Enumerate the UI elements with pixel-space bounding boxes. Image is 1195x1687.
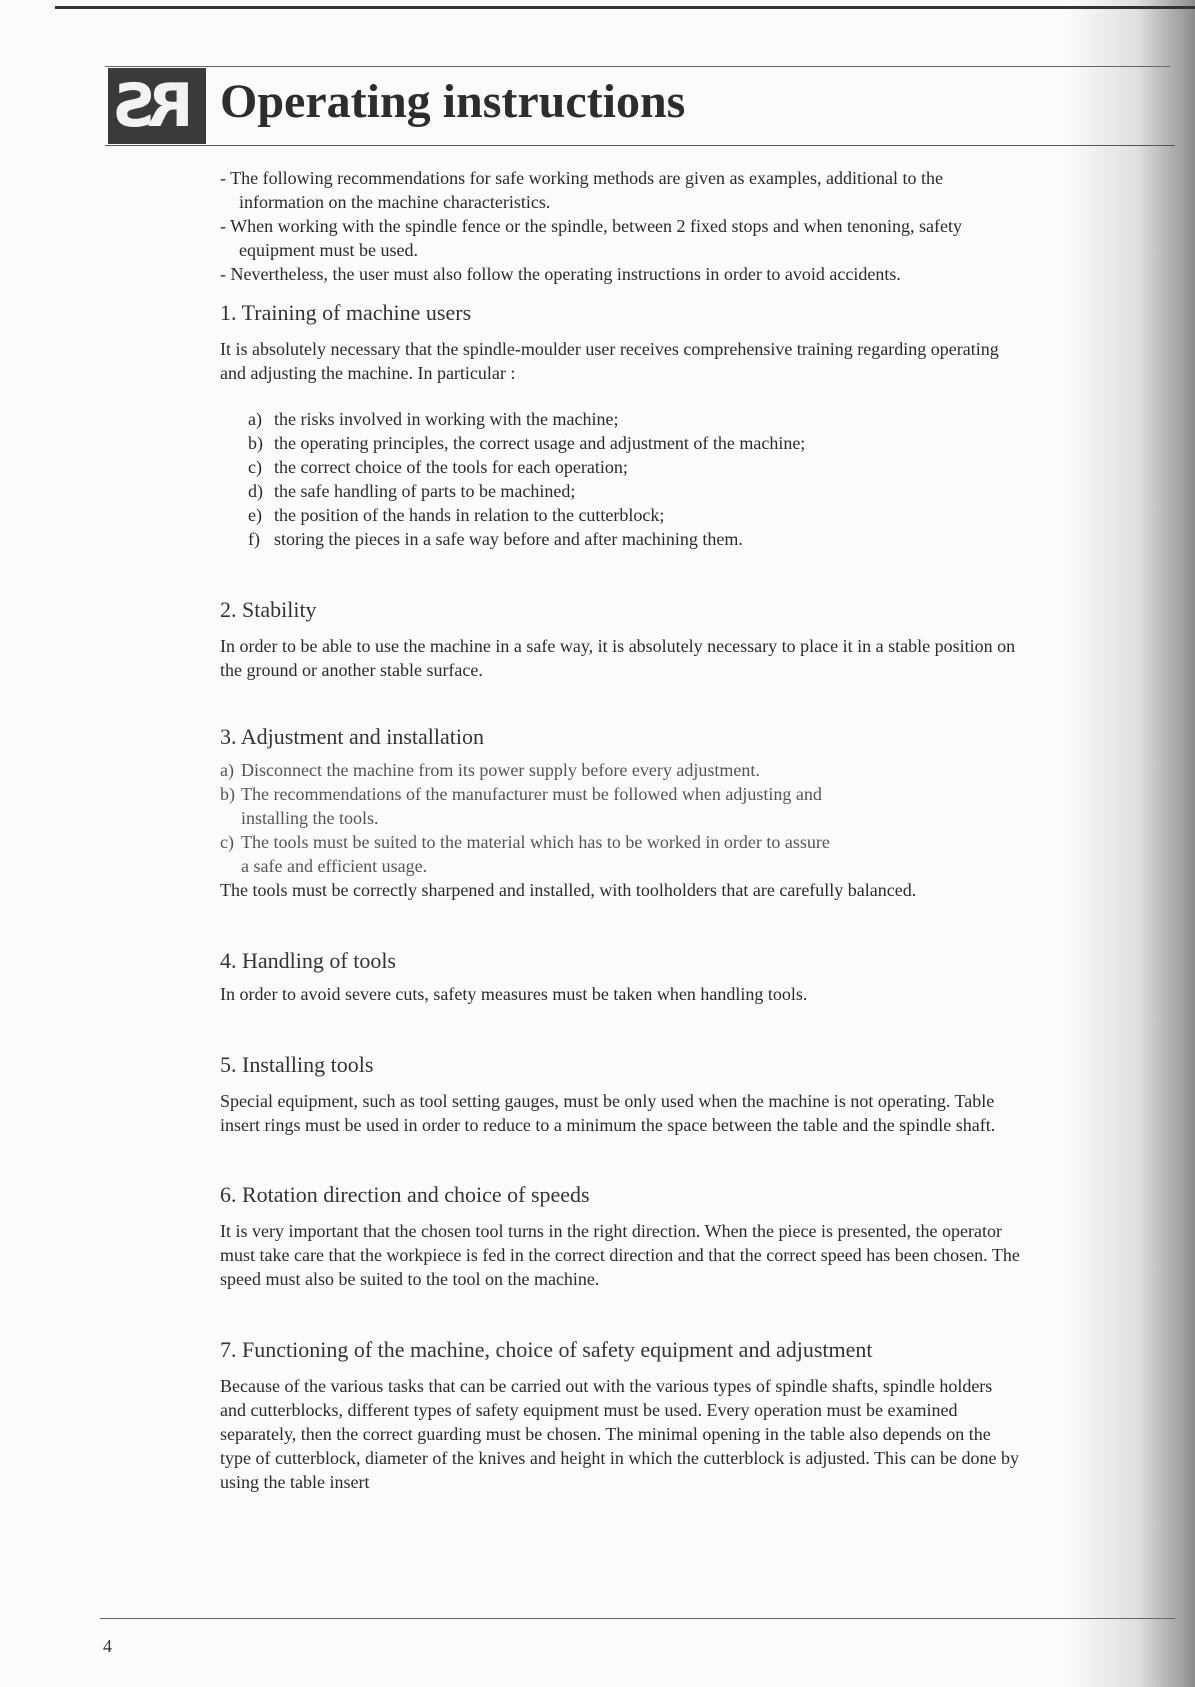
section-heading-stability: 2. Stability: [220, 597, 317, 622]
section-text-stability: In order to be able to use the machine in a safe way, it is absolutely necessary to place it in a stable position on the ground or another stable surface.: [220, 636, 1016, 680]
intro-item: - Nevertheless, the user must also follow the operating instructions in order to avoid accidents.: [220, 262, 1020, 286]
section-heading-training: 1. Training of machine users: [220, 300, 472, 325]
list-item-text: Disconnect the machine from its power supply before every adjustment.: [241, 760, 760, 780]
training-list: [220, 407, 1020, 551]
footer-rule: [100, 1618, 1175, 1619]
list-item: [220, 758, 1020, 782]
intro-item: - When working with the spindle fence or the spindle, between 2 fixed stops and when tenoning, safety equipment must be used.: [220, 214, 1020, 262]
rs-logo: [108, 68, 206, 144]
list-item-text: the operating principles, the correct usage and adjustment of the machine;: [274, 433, 806, 453]
list-item: [248, 407, 1020, 431]
intro-list: [220, 166, 1020, 286]
section-heading-adjustment: 3. Adjustment and installation: [220, 724, 484, 749]
list-item-text: the safe handling of parts to be machined;: [274, 481, 576, 501]
header-rule-top: [105, 66, 1170, 67]
logo-text: RS: [120, 71, 194, 141]
list-item-text: the correct choice of the tools for each operation;: [274, 457, 628, 477]
list-item-label: b): [220, 784, 235, 804]
section-heading-rotation: 6. Rotation direction and choice of speeds: [220, 1182, 590, 1207]
list-item: [248, 479, 1020, 503]
page-title: Operating instructions: [220, 75, 686, 128]
adjustment-list: [220, 758, 1020, 878]
section-text-training: It is absolutely necessary that the spindle-moulder user receives comprehensive training regarding operating and adjusting the machine. In particular :: [220, 339, 999, 383]
page-edge-shadow: [1065, 0, 1195, 1687]
list-item-label: d): [248, 481, 263, 501]
list-item-label: a): [248, 409, 262, 429]
list-item-label: b): [248, 433, 263, 453]
list-item-text: The tools must be suited to the material which has to be worked in order to assure a safe and efficient usage.: [241, 832, 830, 876]
list-item-label: a): [220, 760, 234, 780]
section-text-functioning: Because of the various tasks that can be carried out with the various types of spindle shafts, spindle holders and cutterblocks, different types of safety equipment must be used. Every operation must be examined separately, then the correct guarding must be chosen. The minimal opening in the table also depends on the type of cutterblock, diameter of the knives and height in which the cutterblock is adjusted. This can be done by using the table insert: [220, 1376, 1019, 1492]
section-text-adjustment: The tools must be correctly sharpened and installed, with toolholders that are carefully balanced.: [220, 880, 917, 900]
list-item-text: storing the pieces in a safe way before and after machining them.: [274, 529, 743, 549]
list-item-label: c): [248, 457, 262, 477]
list-item: [248, 455, 1020, 479]
list-item: [248, 503, 1020, 527]
section-text-handling: In order to avoid severe cuts, safety measures must be taken when handling tools.: [220, 984, 808, 1004]
list-item-label: e): [248, 505, 262, 525]
list-item-text: the position of the hands in relation to the cutterblock;: [274, 505, 665, 525]
list-item: [248, 527, 1020, 551]
top-rule: [55, 6, 1195, 9]
section-heading-installing: 5. Installing tools: [220, 1052, 374, 1077]
list-item-label: f): [248, 529, 260, 549]
section-text-rotation: It is very important that the chosen tool turns in the right direction. When the piece is presented, the operator must take care that the workpiece is fed in the correct direction and that the correct speed has been chosen. The speed must also be suited to the tool on the machine.: [220, 1221, 1020, 1289]
list-item-text: The recommendations of the manufacturer must be followed when adjusting and installing the tools.: [241, 784, 822, 828]
header-rule-bottom: [105, 145, 1175, 146]
section-heading-functioning: 7. Functioning of the machine, choice of safety equipment and adjustment: [220, 1337, 873, 1362]
list-item: [220, 782, 881, 830]
document-body: [220, 166, 1020, 1494]
intro-item: - The following recommendations for safe working methods are given as examples, additional to the information on the machine characteristics.: [220, 166, 1020, 214]
page-number: 4: [103, 1636, 112, 1656]
list-item-text: the risks involved in working with the machine;: [274, 409, 619, 429]
section-text-installing: Special equipment, such as tool setting gauges, must be only used when the machine is not operating. Table insert rings must be used in order to reduce to a minimum the space between the table and the spindle shaft.: [220, 1091, 996, 1135]
list-item: [248, 431, 1020, 455]
list-item: [220, 830, 841, 878]
list-item-label: c): [220, 832, 234, 852]
section-heading-handling: 4. Handling of tools: [220, 948, 396, 973]
